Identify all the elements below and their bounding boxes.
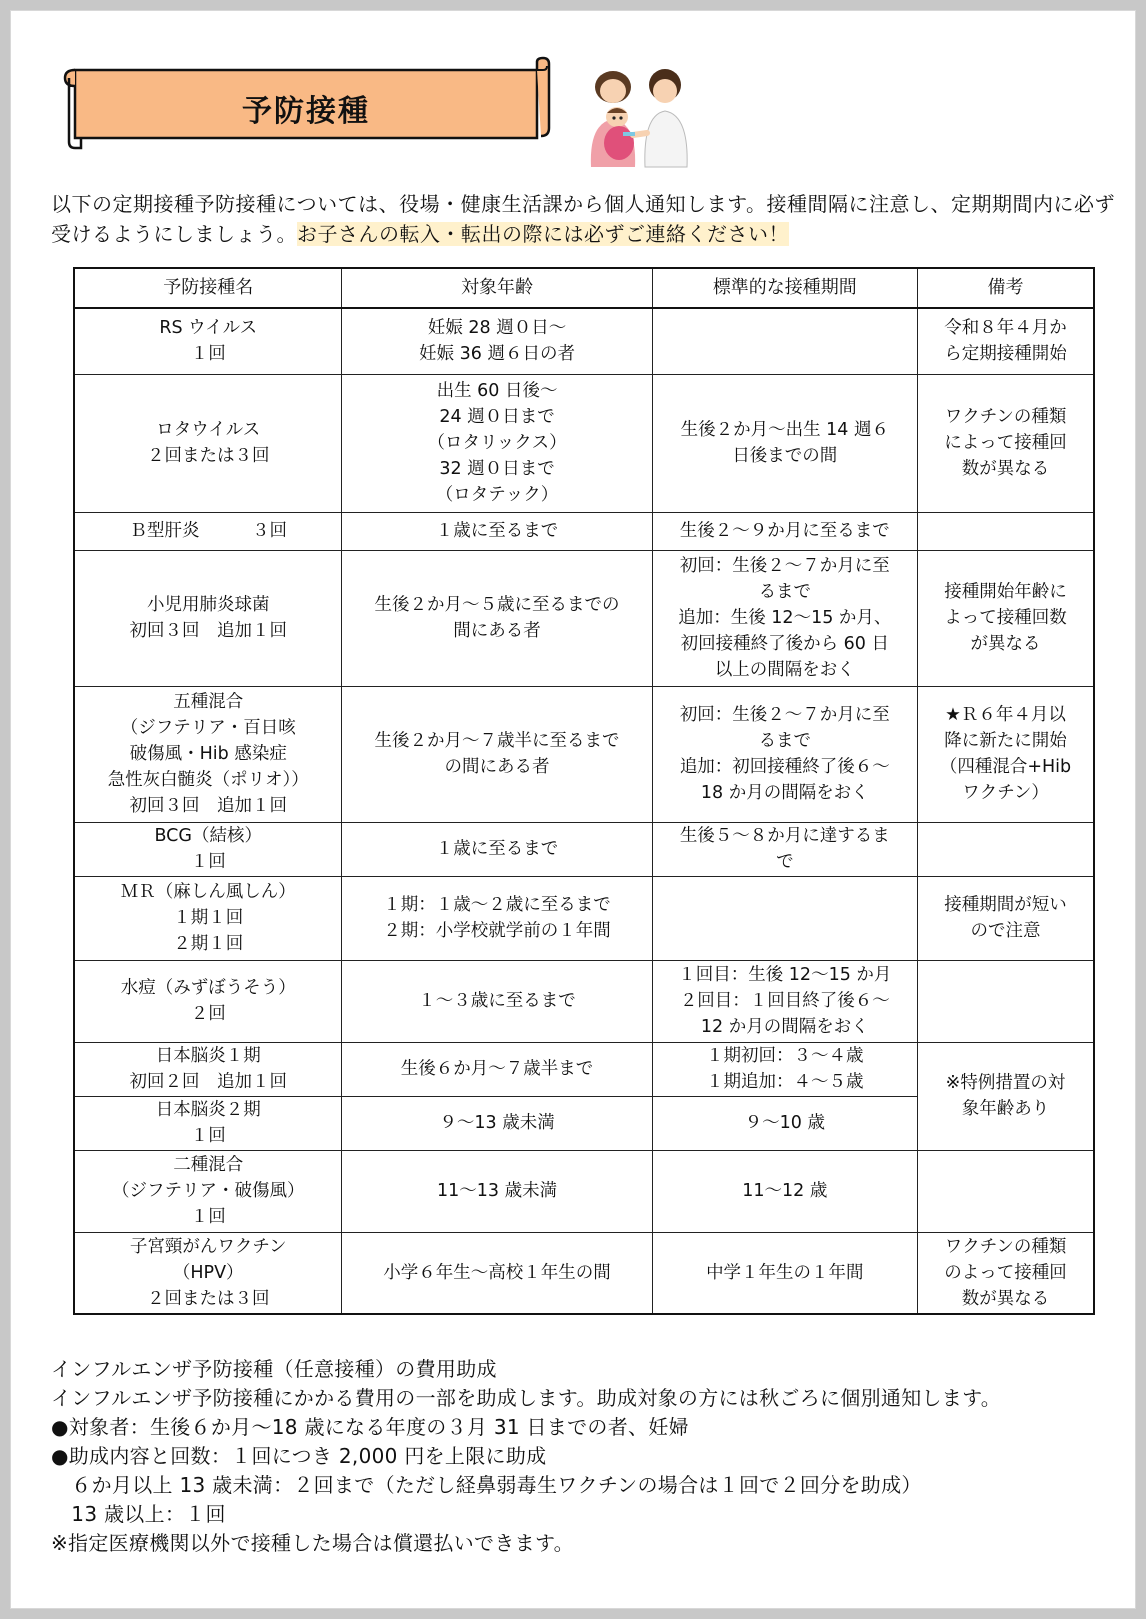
table-row	[74, 550, 1094, 686]
cell-vaccine-name: 二種混合 （ジフテリア・破傷風） １回	[74, 1150, 342, 1232]
cell-vaccine-name: 五種混合 （ジフテリア・百日咳 破傷風・Hib 感染症 急性灰白髄炎（ポリオ）） 初回３回 追加１回	[74, 686, 342, 822]
table-row	[74, 512, 1094, 550]
page-title: 予防接種	[242, 94, 370, 129]
cell-target-age: 生後２か月～７歳半に至るまで の間にある者	[342, 686, 652, 822]
cell-standard-period: １期初回：３～４歳 １期追加：４～５歳	[652, 1042, 917, 1096]
cell-target-age: １期：１歳～２歳に至るまで ２期：小学校就学前の１年間	[342, 876, 652, 960]
cell-vaccine-name: 小児用肺炎球菌 初回３回 追加１回	[74, 550, 342, 686]
cell-vaccine-name: BCG（結核） １回	[74, 822, 342, 876]
header-target-age: 対象年齢	[342, 268, 652, 308]
cell-target-age: ９～13 歳未満	[342, 1096, 652, 1150]
cell-standard-period	[652, 876, 917, 960]
cell-notes: 令和８年４月か ら定期接種開始	[918, 308, 1094, 374]
cell-standard-period	[652, 308, 917, 374]
table-row	[74, 1042, 1094, 1096]
table-row	[74, 686, 1094, 822]
intro-paragraph	[51, 189, 1121, 249]
cell-vaccine-name: ロタウイルス ２回または３回	[74, 374, 342, 512]
cell-standard-period: 初回：生後２～７か月に至 るまで 追加：初回接種終了後６～ 18 か月の間隔をおく	[652, 686, 917, 822]
cell-standard-period: ９～10 歳	[652, 1096, 917, 1150]
table-row	[74, 1232, 1094, 1314]
intro-highlight: お子さんの転入・転出の際には必ずご連絡ください！	[297, 222, 789, 246]
header-notes: 備考	[918, 268, 1094, 308]
influenza-line: ※指定医療機関以外で接種した場合は償還払いできます。	[51, 1531, 574, 1555]
table-row	[74, 876, 1094, 960]
cell-target-age: １歳に至るまで	[342, 822, 652, 876]
vaccination-table	[73, 267, 1095, 1315]
cell-vaccine-name: 水痘（みずぼうそう） ２回	[74, 960, 342, 1042]
influenza-heading: インフルエンザ予防接種（任意接種）の費用助成	[51, 1357, 497, 1381]
cell-standard-period: 11～12 歳	[652, 1150, 917, 1232]
cell-notes	[918, 512, 1094, 550]
cell-notes: ※特例措置の対 象年齢あり	[918, 1042, 1094, 1150]
cell-target-age: 生後６か月～７歳半まで	[342, 1042, 652, 1096]
table-row	[74, 308, 1094, 374]
cell-notes: ワクチンの種類 のよって接種回 数が異なる	[918, 1232, 1094, 1314]
influenza-section	[51, 1355, 1131, 1558]
table-row	[74, 374, 1094, 512]
cell-target-age: 出生 60 日後～ 24 週０日まで （ロタリックス） 32 週０日まで （ロタテック）	[342, 374, 652, 512]
cell-standard-period: 生後２か月～出生 14 週６ 日後までの間	[652, 374, 917, 512]
cell-target-age: 生後２か月～５歳に至るまでの 間にある者	[342, 550, 652, 686]
influenza-line: ●対象者：生後６か月～18 歳になる年度の３月 31 日までの者、妊婦	[51, 1415, 689, 1439]
influenza-line: 13 歳以上：１回	[51, 1502, 226, 1526]
cell-target-age: 妊娠 28 週０日～ 妊娠 36 週６日の者	[342, 308, 652, 374]
cell-notes	[918, 1150, 1094, 1232]
intro-text: 以下の定期接種予防接種については、役場・健康生活課から個人通知します。接種間隔に注意し、定期期間内に必ず受けるようにしましょう。	[51, 192, 1115, 246]
document-page	[10, 10, 1136, 1609]
cell-vaccine-name: Ｂ型肝炎 ３回	[74, 512, 342, 550]
influenza-line: ６か月以上 13 歳未満：２回まで（ただし経鼻弱毒生ワクチンの場合は１回で２回分を助成）	[51, 1473, 922, 1497]
table-row	[74, 822, 1094, 876]
cell-target-age: １～３歳に至るまで	[342, 960, 652, 1042]
influenza-line: インフルエンザ予防接種にかかる費用の一部を助成します。助成対象の方には秋ごろに個別通知します。	[51, 1386, 1002, 1410]
header-vaccine-name: 予防接種名	[74, 268, 342, 308]
cell-notes: ワクチンの種類 によって接種回 数が異なる	[918, 374, 1094, 512]
cell-notes: 接種期間が短い ので注意	[918, 876, 1094, 960]
title-banner	[61, 56, 551, 156]
cell-notes: ★Ｒ６年４月以 降に新たに開始 （四種混合+Hib ワクチン）	[918, 686, 1094, 822]
cell-vaccine-name: 子宮頸がんワクチン （HPV） ２回または３回	[74, 1232, 342, 1314]
cell-target-age: １歳に至るまで	[342, 512, 652, 550]
cell-notes	[918, 960, 1094, 1042]
cell-target-age: 11～13 歳未満	[342, 1150, 652, 1232]
cell-notes: 接種開始年齢に よって接種回数 が異なる	[918, 550, 1094, 686]
influenza-line: ●助成内容と回数：１回につき 2,000 円を上限に助成	[51, 1444, 547, 1468]
cell-standard-period: １回目：生後 12～15 か月 ２回目：１回目終了後６～ 12 か月の間隔をおく	[652, 960, 917, 1042]
table-row	[74, 1150, 1094, 1232]
cell-vaccine-name: ＭＲ（麻しん風しん） １期１回 ２期１回	[74, 876, 342, 960]
table-row	[74, 960, 1094, 1042]
table-header-row	[74, 268, 1094, 308]
cell-standard-period: 初回：生後２～７か月に至 るまで 追加：生後 12～15 か月、 初回接種終了後から 60 日 以上の間隔をおく	[652, 550, 917, 686]
cell-standard-period: 生後５～８か月に達するま で	[652, 822, 917, 876]
cell-vaccine-name: RS ウイルス １回	[74, 308, 342, 374]
cell-notes	[918, 822, 1094, 876]
vaccination-illustration-icon	[581, 63, 701, 173]
cell-target-age: 小学６年生～高校１年生の間	[342, 1232, 652, 1314]
cell-standard-period: 生後２～９か月に至るまで	[652, 512, 917, 550]
header-standard-period: 標準的な接種期間	[652, 268, 917, 308]
cell-vaccine-name: 日本脳炎２期 １回	[74, 1096, 342, 1150]
cell-standard-period: 中学１年生の１年間	[652, 1232, 917, 1314]
cell-vaccine-name: 日本脳炎１期 初回２回 追加１回	[74, 1042, 342, 1096]
